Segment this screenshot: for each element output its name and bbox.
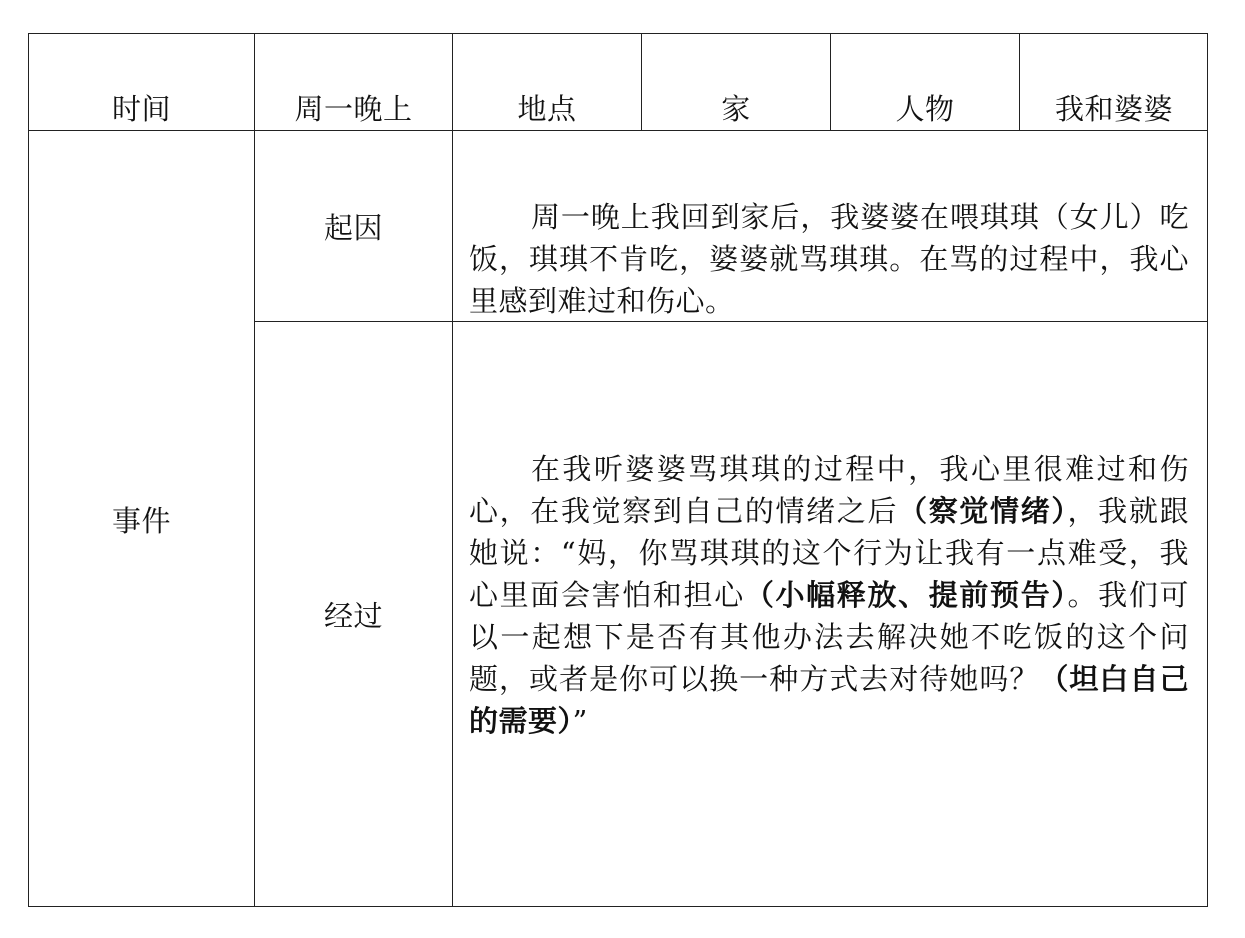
place-label: 地点 bbox=[517, 92, 577, 126]
time-value: 周一晚上 bbox=[294, 92, 413, 126]
cause-label: 起因 bbox=[323, 211, 383, 245]
process-label: 经过 bbox=[323, 599, 383, 633]
process-text-segment: ” bbox=[572, 704, 588, 738]
place-value: 家 bbox=[721, 92, 751, 126]
process-text-segment: 在我听婆婆骂琪琪的过程中，我心里很难过和伤心，在我觉察到自己的情绪之后 bbox=[469, 452, 1189, 528]
emphasis-note: （坦白自己的需要） bbox=[469, 662, 1189, 738]
process-text bbox=[469, 448, 1189, 742]
process-text-segment: ，我就跟她说：“妈，你骂琪琪的这个行为让我有一点难受，我心里面会害怕和担心 bbox=[469, 494, 1189, 612]
emphasis-note: （小幅释放、提前预告） bbox=[744, 578, 1068, 612]
cause-text bbox=[469, 196, 1189, 322]
grid-line bbox=[452, 34, 453, 907]
process-text-segment: 。我们可以一起想下是否有其他办法去解决她不吃饭的这个问题，或者是你可以换一种方式去对待她吗？ bbox=[469, 578, 1189, 696]
time-label: 时间 bbox=[111, 92, 171, 126]
event-label: 事件 bbox=[111, 504, 171, 538]
cause-text-content: 周一晚上我回到家后，我婆婆在喂琪琪（女儿）吃饭，琪琪不肯吃，婆婆就骂琪琪。在骂的过程中，我心里感到难过和伤心。 bbox=[469, 200, 1189, 318]
grid-line bbox=[29, 130, 1208, 131]
people-label: 人物 bbox=[895, 92, 955, 126]
event-record-table bbox=[28, 33, 1208, 907]
emphasis-note: （察觉情绪） bbox=[898, 494, 1068, 528]
grid-line bbox=[254, 34, 255, 907]
people-value: 我和婆婆 bbox=[1054, 92, 1173, 126]
